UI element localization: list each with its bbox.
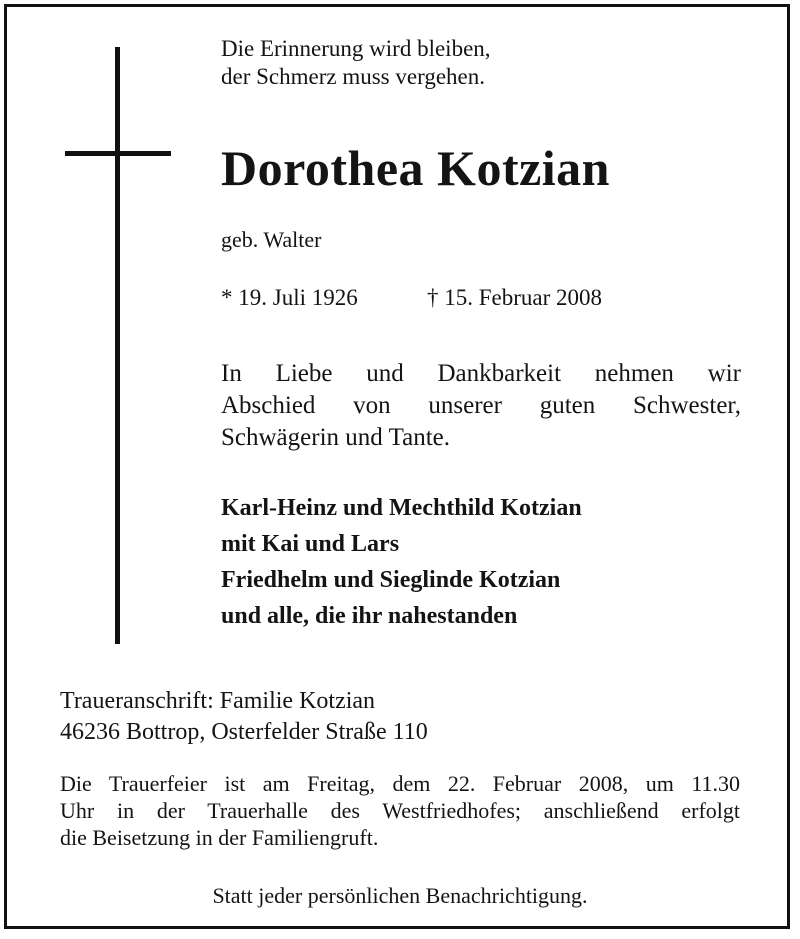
mourner-entry: mit Kai und Lars [221, 531, 400, 557]
deceased-name: Dorothea Kotzian [221, 140, 610, 196]
ceremony-line-3: die Beisetzung in der Familiengruft. [60, 825, 379, 850]
birth-date: * 19. Juli 1926 [221, 285, 358, 310]
mourner-entry: Friedhelm und Sieglinde Kotzian [221, 567, 561, 593]
mourner-entry: Karl-Heinz und Mechthild Kotzian [221, 495, 582, 521]
tribute-line-3: Schwägerin und Tante. [221, 424, 450, 451]
ceremony-line-1: Die Trauerfeier ist am Freitag, dem 22. Februar 2008, um 11.30 [60, 771, 740, 796]
life-dates [221, 284, 603, 312]
notification-notice: Statt jeder persönlichen Benachrichtigung. [212, 883, 588, 908]
address-line-2: 46236 Bottrop, Osterfelder Straße 110 [60, 719, 428, 745]
cross-icon-horizontal-bar [65, 151, 171, 156]
memorial-quote [221, 35, 491, 91]
mourners-list [221, 490, 582, 634]
death-date: † 15. Februar 2008 [427, 285, 603, 310]
funeral-ceremony-info [60, 770, 740, 851]
quote-line-1: Die Erinnerung wird bleiben, [221, 36, 491, 61]
ceremony-line-2: Uhr in der Trauerhalle des Westfriedhofes; anschließend erfolgt [60, 798, 740, 823]
tribute-text [221, 358, 741, 454]
tribute-line-1: In Liebe und Dankbarkeit nehmen wir [221, 360, 741, 387]
address-line-1: Traueranschrift: Familie Kotzian [60, 688, 376, 714]
mourner-entry: und alle, die ihr nahestanden [221, 603, 518, 629]
tribute-line-2: Abschied von unserer guten Schwester, [221, 392, 741, 419]
quote-line-2: der Schmerz muss vergehen. [221, 64, 485, 89]
mourning-address [60, 686, 428, 748]
maiden-name: geb. Walter [221, 227, 322, 252]
cross-icon-vertical-bar [115, 47, 120, 644]
